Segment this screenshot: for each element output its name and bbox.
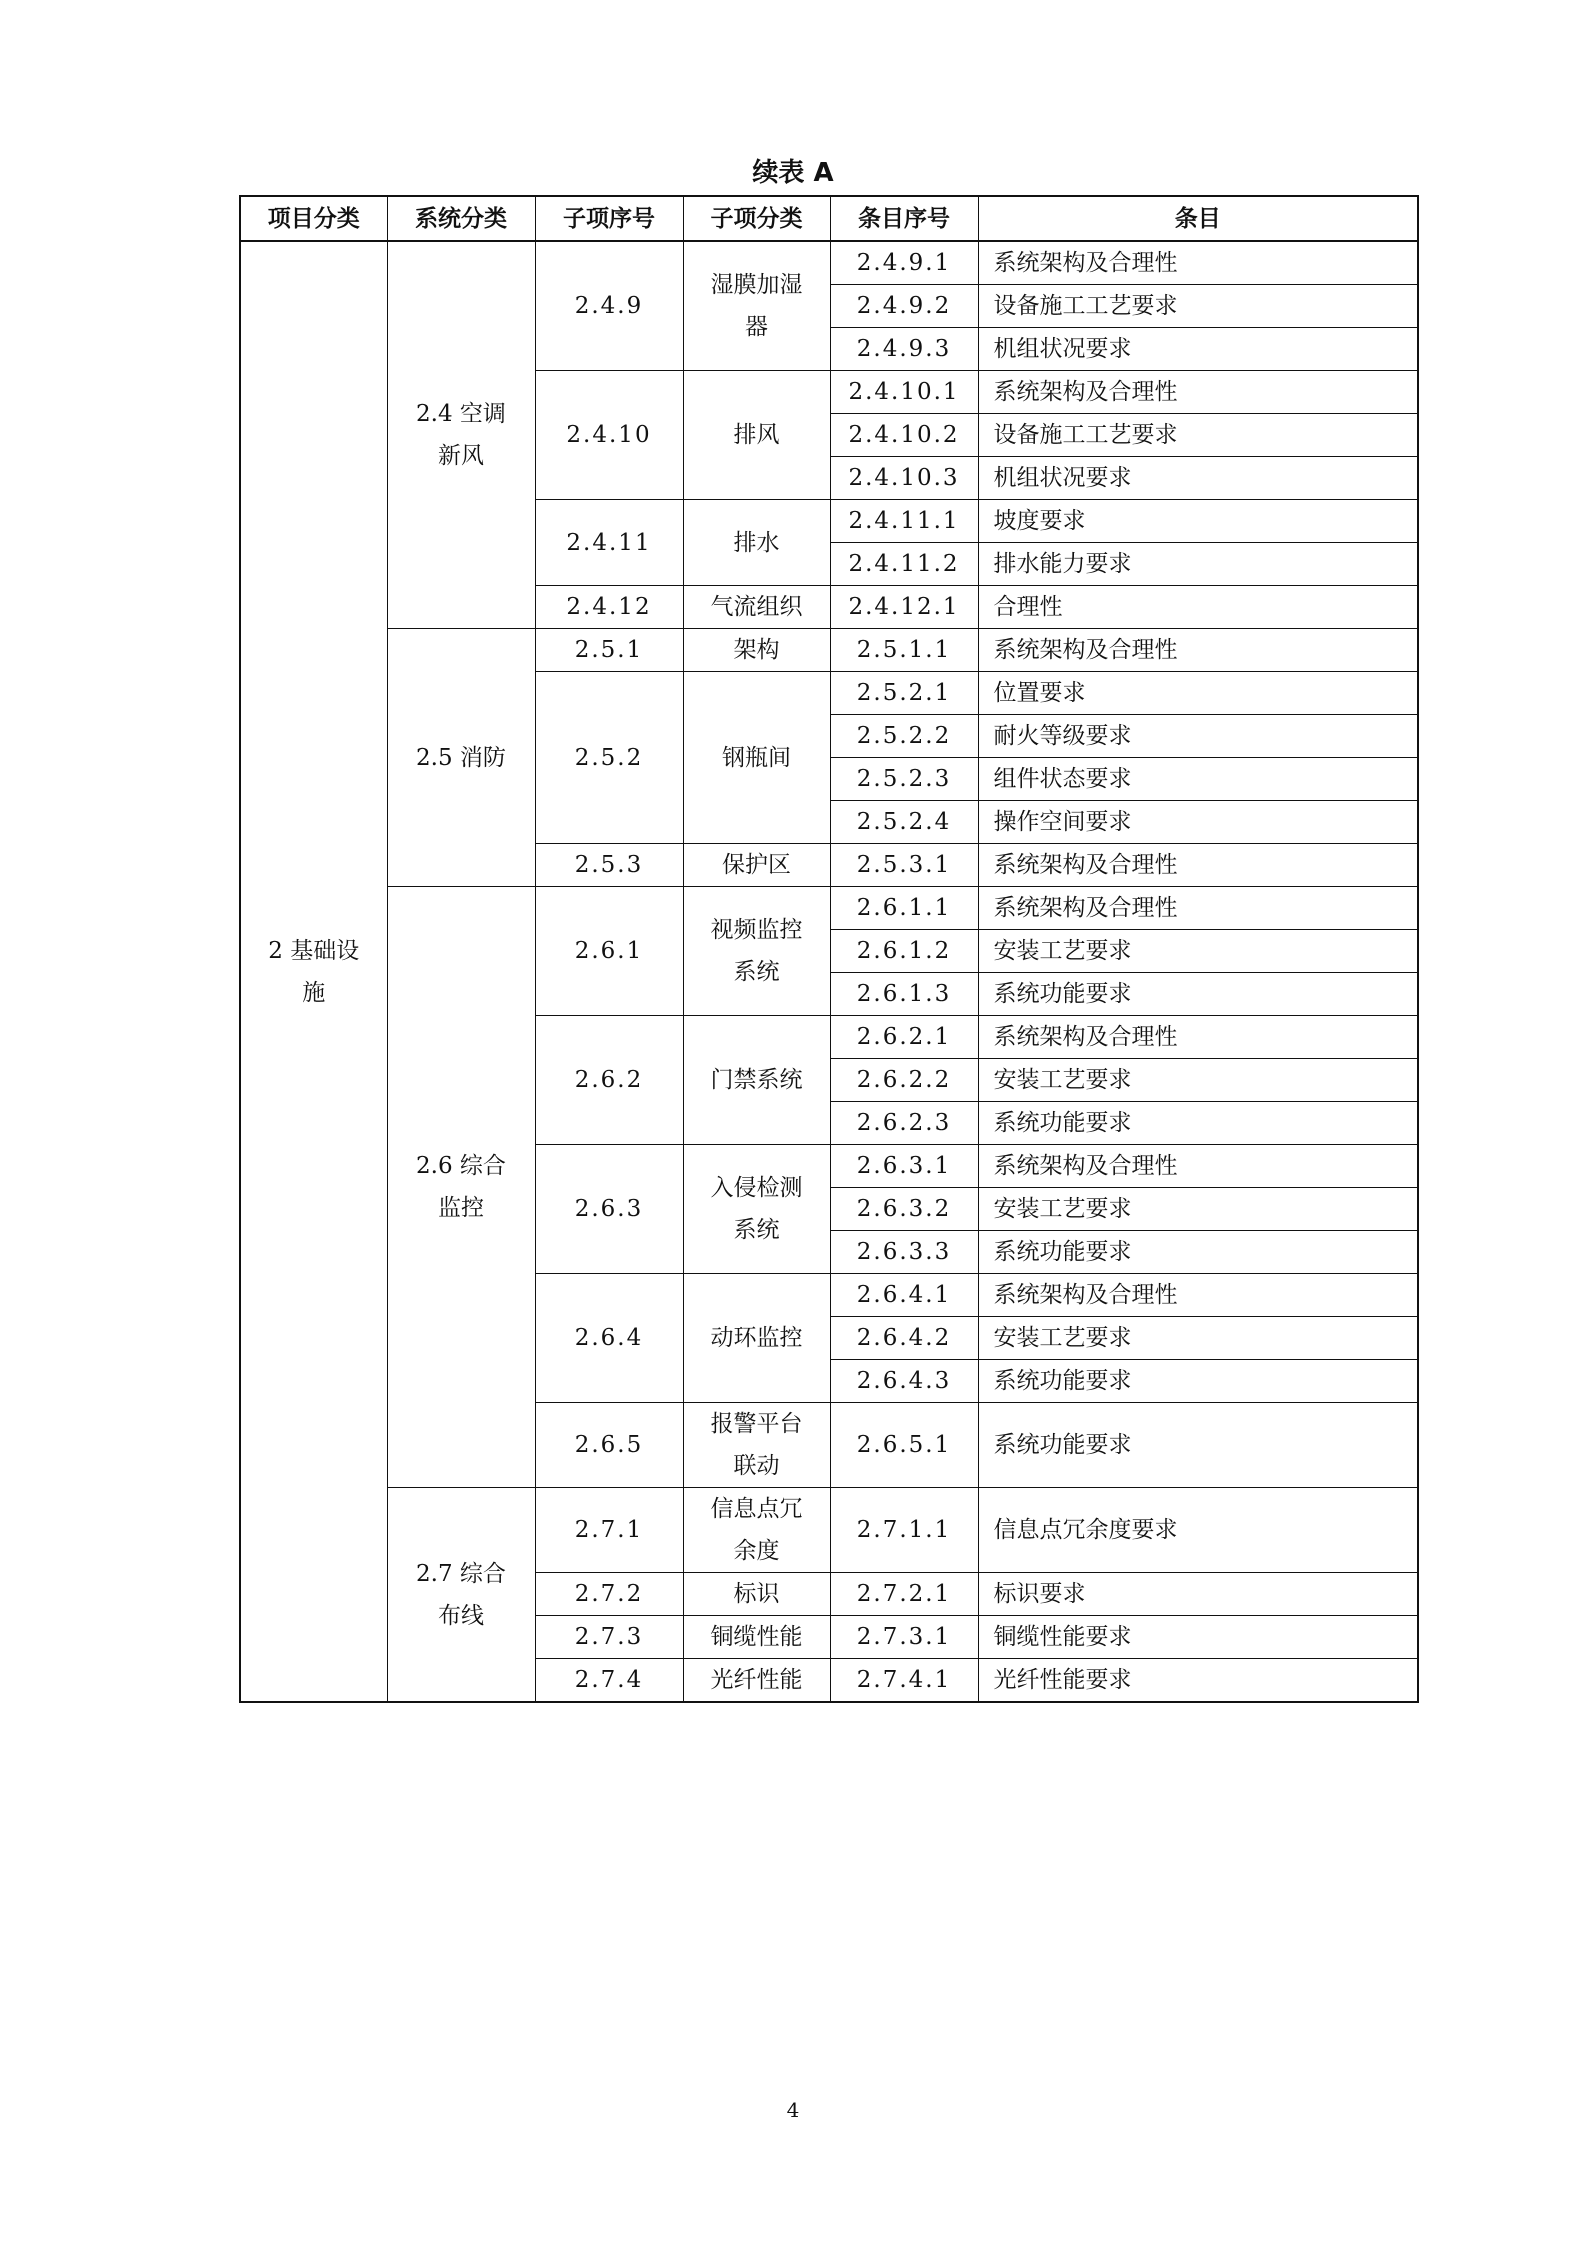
item-no-cell: 2.6.4.2 bbox=[830, 1317, 978, 1360]
item-cell: 光纤性能要求 bbox=[978, 1659, 1418, 1703]
system-cell bbox=[387, 1488, 535, 1703]
sub-no-cell: 2.6.1 bbox=[535, 887, 683, 1016]
item-no-cell: 2.4.10.1 bbox=[830, 371, 978, 414]
item-no-cell: 2.4.11.2 bbox=[830, 543, 978, 586]
item-no-cell: 2.6.3.3 bbox=[830, 1231, 978, 1274]
sub-name-cell bbox=[683, 672, 830, 844]
item-no-cell: 2.4.10.2 bbox=[830, 414, 978, 457]
item-no-cell: 2.4.11.1 bbox=[830, 500, 978, 543]
sub-name-cell bbox=[683, 1403, 830, 1488]
item-no-cell: 2.6.5.1 bbox=[830, 1403, 978, 1488]
item-no-cell: 2.4.9.3 bbox=[830, 328, 978, 371]
sub-name-cell-text: 排水 bbox=[733, 529, 780, 556]
sub-name-cell-text: 动环监控 bbox=[710, 1325, 803, 1351]
item-no-cell: 2.6.2.3 bbox=[830, 1102, 978, 1145]
sub-name-cell-text: 光纤性能 bbox=[710, 1667, 803, 1693]
sub-name-cell bbox=[683, 844, 830, 887]
item-cell: 排水能力要求 bbox=[978, 543, 1418, 586]
system-cell bbox=[387, 629, 535, 887]
item-no-cell: 2.5.2.1 bbox=[830, 672, 978, 715]
header-item: 条目 bbox=[978, 196, 1418, 241]
sub-name-cell bbox=[683, 1145, 830, 1274]
item-cell: 系统功能要求 bbox=[978, 1403, 1418, 1488]
sub-name-cell bbox=[683, 629, 830, 672]
sub-no-cell: 2.7.3 bbox=[535, 1616, 683, 1659]
item-cell: 机组状况要求 bbox=[978, 457, 1418, 500]
sub-name-cell-text: 钢瓶间 bbox=[722, 744, 791, 771]
sub-name-cell bbox=[683, 887, 830, 1016]
item-cell: 系统架构及合理性 bbox=[978, 241, 1418, 285]
item-cell: 系统功能要求 bbox=[978, 1231, 1418, 1274]
item-cell: 系统架构及合理性 bbox=[978, 629, 1418, 672]
item-cell: 安装工艺要求 bbox=[978, 1059, 1418, 1102]
item-cell: 操作空间要求 bbox=[978, 801, 1418, 844]
item-no-cell: 2.6.2.1 bbox=[830, 1016, 978, 1059]
sub-name-cell bbox=[683, 1016, 830, 1145]
sub-name-cell-text: 报警平台联动 bbox=[710, 1411, 803, 1479]
item-cell: 安装工艺要求 bbox=[978, 1188, 1418, 1231]
header-sub-name: 子项分类 bbox=[683, 196, 830, 241]
item-cell: 设备施工工艺要求 bbox=[978, 414, 1418, 457]
system-cell bbox=[387, 887, 535, 1488]
item-cell: 系统架构及合理性 bbox=[978, 1016, 1418, 1059]
item-cell: 合理性 bbox=[978, 586, 1418, 629]
header-row bbox=[240, 196, 1418, 241]
item-no-cell: 2.5.2.3 bbox=[830, 758, 978, 801]
sub-name-cell bbox=[683, 1488, 830, 1573]
system-cell-text: 2.6 综合监控 bbox=[416, 1153, 506, 1221]
item-no-cell: 2.6.4.3 bbox=[830, 1360, 978, 1403]
item-cell: 系统功能要求 bbox=[978, 1102, 1418, 1145]
item-cell: 系统架构及合理性 bbox=[978, 1145, 1418, 1188]
item-no-cell: 2.7.3.1 bbox=[830, 1616, 978, 1659]
item-no-cell: 2.5.1.1 bbox=[830, 629, 978, 672]
sub-name-cell-text: 铜缆性能 bbox=[710, 1624, 803, 1650]
item-cell: 安装工艺要求 bbox=[978, 1317, 1418, 1360]
item-cell: 设备施工工艺要求 bbox=[978, 285, 1418, 328]
system-cell bbox=[387, 241, 535, 629]
header-category: 项目分类 bbox=[240, 196, 387, 241]
item-cell: 系统架构及合理性 bbox=[978, 371, 1418, 414]
item-cell: 组件状态要求 bbox=[978, 758, 1418, 801]
item-no-cell: 2.6.1.1 bbox=[830, 887, 978, 930]
table-row bbox=[240, 887, 1418, 930]
item-no-cell: 2.6.3.2 bbox=[830, 1188, 978, 1231]
item-cell: 耐火等级要求 bbox=[978, 715, 1418, 758]
item-no-cell: 2.6.2.2 bbox=[830, 1059, 978, 1102]
item-no-cell: 2.6.4.1 bbox=[830, 1274, 978, 1317]
header-system: 系统分类 bbox=[387, 196, 535, 241]
criteria-table bbox=[239, 195, 1419, 1703]
table-row bbox=[240, 629, 1418, 672]
header-item-no: 条目序号 bbox=[830, 196, 978, 241]
sub-no-cell: 2.7.2 bbox=[535, 1573, 683, 1616]
item-cell: 系统功能要求 bbox=[978, 1360, 1418, 1403]
item-cell: 坡度要求 bbox=[978, 500, 1418, 543]
system-cell-text: 2.7 综合布线 bbox=[416, 1560, 506, 1629]
table-row bbox=[240, 1488, 1418, 1573]
category-cell bbox=[240, 241, 387, 1702]
item-no-cell: 2.6.1.3 bbox=[830, 973, 978, 1016]
table-title: 续表 A bbox=[752, 158, 834, 188]
sub-no-cell: 2.4.9 bbox=[535, 241, 683, 371]
item-no-cell: 2.7.2.1 bbox=[830, 1573, 978, 1616]
sub-no-cell: 2.6.3 bbox=[535, 1145, 683, 1274]
item-no-cell: 2.4.10.3 bbox=[830, 457, 978, 500]
category-cell-text: 2 基础设施 bbox=[268, 937, 360, 1006]
item-no-cell: 2.6.1.2 bbox=[830, 930, 978, 973]
sub-name-cell-text: 保护区 bbox=[722, 852, 791, 878]
sub-name-cell-text: 排风 bbox=[733, 422, 780, 448]
sub-name-cell bbox=[683, 1616, 830, 1659]
sub-name-cell-text: 气流组织 bbox=[710, 594, 803, 620]
system-cell-text: 2.5 消防 bbox=[416, 744, 506, 771]
item-no-cell: 2.7.1.1 bbox=[830, 1488, 978, 1573]
item-cell: 信息点冗余度要求 bbox=[978, 1488, 1418, 1573]
sub-name-cell bbox=[683, 586, 830, 629]
table-row bbox=[240, 241, 1418, 285]
sub-name-cell bbox=[683, 371, 830, 500]
table-body bbox=[240, 241, 1418, 1702]
sub-name-cell bbox=[683, 1573, 830, 1616]
system-cell-text: 2.4 空调新风 bbox=[416, 401, 506, 469]
sub-name-cell-text: 信息点冗余度 bbox=[710, 1496, 803, 1564]
item-no-cell: 2.5.2.2 bbox=[830, 715, 978, 758]
item-cell: 机组状况要求 bbox=[978, 328, 1418, 371]
sub-no-cell: 2.7.4 bbox=[535, 1659, 683, 1703]
sub-no-cell: 2.6.5 bbox=[535, 1403, 683, 1488]
sub-name-cell-text: 视频监控系统 bbox=[710, 917, 803, 985]
sub-name-cell bbox=[683, 500, 830, 586]
item-cell: 系统架构及合理性 bbox=[978, 887, 1418, 930]
sub-name-cell-text: 入侵检测系统 bbox=[710, 1175, 803, 1243]
sub-name-cell-text: 湿膜加湿器 bbox=[710, 272, 803, 340]
sub-name-cell-text: 标识 bbox=[733, 1581, 780, 1607]
item-cell: 系统架构及合理性 bbox=[978, 844, 1418, 887]
sub-no-cell: 2.5.3 bbox=[535, 844, 683, 887]
item-cell: 位置要求 bbox=[978, 672, 1418, 715]
item-cell: 安装工艺要求 bbox=[978, 930, 1418, 973]
item-no-cell: 2.6.3.1 bbox=[830, 1145, 978, 1188]
item-no-cell: 2.5.3.1 bbox=[830, 844, 978, 887]
item-no-cell: 2.7.4.1 bbox=[830, 1659, 978, 1703]
sub-name-cell bbox=[683, 1659, 830, 1703]
item-no-cell: 2.5.2.4 bbox=[830, 801, 978, 844]
item-cell: 系统功能要求 bbox=[978, 973, 1418, 1016]
sub-name-cell-text: 架构 bbox=[733, 637, 780, 663]
sub-name-cell bbox=[683, 241, 830, 371]
sub-no-cell: 2.4.10 bbox=[535, 371, 683, 500]
sub-no-cell: 2.4.12 bbox=[535, 586, 683, 629]
item-no-cell: 2.4.12.1 bbox=[830, 586, 978, 629]
page-number: 4 bbox=[786, 2098, 800, 2122]
sub-name-cell bbox=[683, 1274, 830, 1403]
sub-no-cell: 2.5.1 bbox=[535, 629, 683, 672]
sub-no-cell: 2.7.1 bbox=[535, 1488, 683, 1573]
sub-no-cell: 2.5.2 bbox=[535, 672, 683, 844]
item-cell: 标识要求 bbox=[978, 1573, 1418, 1616]
sub-no-cell: 2.6.4 bbox=[535, 1274, 683, 1403]
item-no-cell: 2.4.9.2 bbox=[830, 285, 978, 328]
sub-name-cell-text: 门禁系统 bbox=[710, 1067, 803, 1093]
item-cell: 系统架构及合理性 bbox=[978, 1274, 1418, 1317]
item-cell: 铜缆性能要求 bbox=[978, 1616, 1418, 1659]
sub-no-cell: 2.4.11 bbox=[535, 500, 683, 586]
item-no-cell: 2.4.9.1 bbox=[830, 241, 978, 285]
sub-no-cell: 2.6.2 bbox=[535, 1016, 683, 1145]
header-sub-no: 子项序号 bbox=[535, 196, 683, 241]
